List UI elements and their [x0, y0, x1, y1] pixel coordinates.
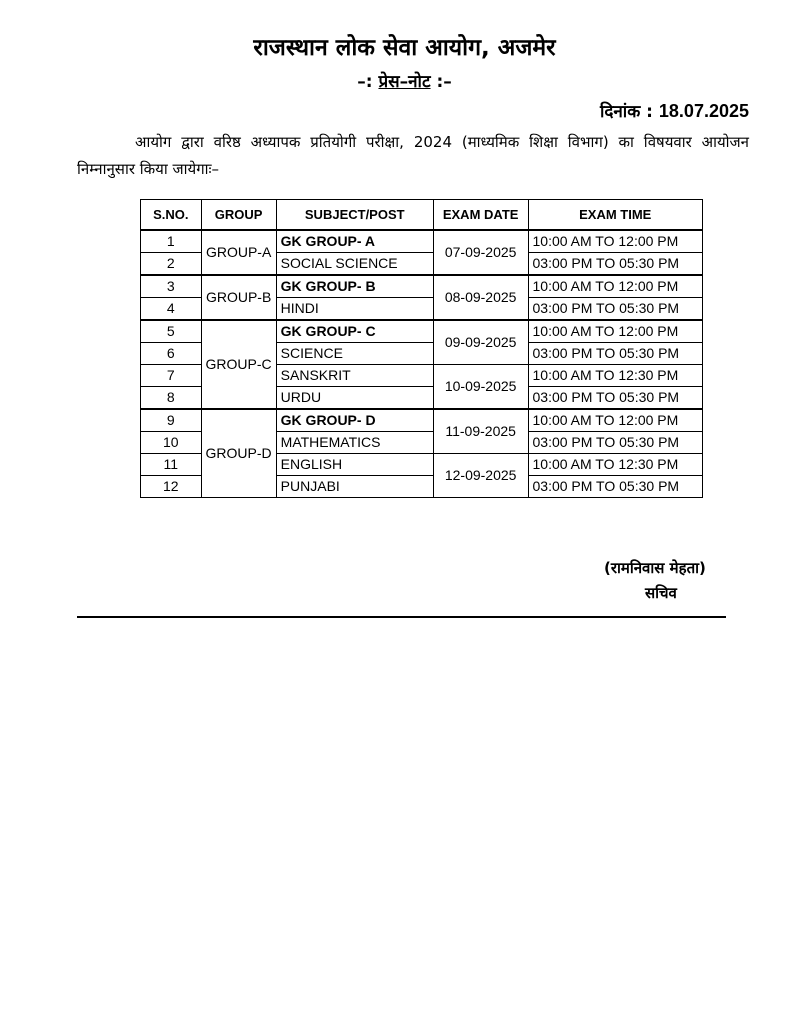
sno-cell: 9: [141, 409, 202, 432]
group-cell: GROUP-A: [201, 230, 276, 275]
subject-cell: SANSKRIT: [276, 365, 433, 387]
header-group: GROUP: [201, 200, 276, 231]
header-exam-time: EXAM TIME: [528, 200, 703, 231]
table-row: [141, 409, 703, 432]
date-line: [600, 99, 749, 122]
time-cell: 10:00 AM TO 12:30 PM: [528, 365, 703, 387]
group-cell: GROUP-D: [201, 409, 276, 498]
header-sno: S.NO.: [141, 200, 202, 231]
time-cell: 03:00 PM TO 05:30 PM: [528, 476, 703, 498]
date-cell: 09-09-2025: [433, 320, 528, 365]
date-cell: 10-09-2025: [433, 365, 528, 410]
group-cell: GROUP-B: [201, 275, 276, 320]
subject-cell: SOCIAL SCIENCE: [276, 253, 433, 276]
subject-cell: GK GROUP- C: [276, 320, 433, 343]
subject-cell: SCIENCE: [276, 343, 433, 365]
subject-cell: URDU: [276, 387, 433, 410]
date-cell: 07-09-2025: [433, 230, 528, 275]
sno-cell: 10: [141, 432, 202, 454]
page-title: राजस्थान लोक सेवा आयोग, अजमेर: [253, 35, 556, 61]
date-value: 18.07.2025: [658, 101, 749, 121]
time-cell: 10:00 AM TO 12:30 PM: [528, 454, 703, 476]
exam-schedule-table: [140, 199, 703, 498]
header-exam-date: EXAM DATE: [433, 200, 528, 231]
sno-cell: 1: [141, 230, 202, 253]
time-cell: 03:00 PM TO 05:30 PM: [528, 432, 703, 454]
signatory-name: (रामनिवास मेहता): [604, 559, 706, 577]
press-note-prefix: –:: [357, 72, 379, 92]
time-cell: 10:00 AM TO 12:00 PM: [528, 409, 703, 432]
press-note-label: प्रेस–नोट: [378, 72, 431, 92]
date-label: दिनांक :: [599, 102, 659, 122]
subject-cell: GK GROUP- B: [276, 275, 433, 298]
time-cell: 03:00 PM TO 05:30 PM: [528, 387, 703, 410]
table-header-row: [141, 200, 703, 231]
subject-cell: GK GROUP- A: [276, 230, 433, 253]
press-note-heading: [0, 69, 809, 92]
sno-cell: 7: [141, 365, 202, 387]
bottom-divider: [77, 616, 726, 618]
subject-cell: MATHEMATICS: [276, 432, 433, 454]
date-cell: 08-09-2025: [433, 275, 528, 320]
sno-cell: 2: [141, 253, 202, 276]
date-cell: 11-09-2025: [433, 409, 528, 454]
time-cell: 10:00 AM TO 12:00 PM: [528, 320, 703, 343]
header-subject: SUBJECT/POST: [276, 200, 433, 231]
subject-cell: PUNJABI: [276, 476, 433, 498]
sno-cell: 8: [141, 387, 202, 410]
subject-cell: ENGLISH: [276, 454, 433, 476]
press-note-suffix: :–: [430, 72, 452, 92]
subject-cell: HINDI: [276, 298, 433, 321]
time-cell: 03:00 PM TO 05:30 PM: [528, 253, 703, 276]
time-cell: 10:00 AM TO 12:00 PM: [528, 275, 703, 298]
time-cell: 03:00 PM TO 05:30 PM: [528, 298, 703, 321]
intro-paragraph: आयोग द्वारा वरिष्ठ अध्यापक प्रतियोगी परीक्षा, 2024 (माध्यमिक शिक्षा विभाग) का विषयवार आयोजन निम्नानुसार किया जायेगाः–: [77, 133, 749, 178]
date-cell: 12-09-2025: [433, 454, 528, 498]
sno-cell: 11: [141, 454, 202, 476]
table-row: [141, 275, 703, 298]
subject-cell: GK GROUP- D: [276, 409, 433, 432]
signatory-designation: सचिव: [645, 584, 677, 602]
sno-cell: 4: [141, 298, 202, 321]
time-cell: 03:00 PM TO 05:30 PM: [528, 343, 703, 365]
table-row: [141, 320, 703, 343]
time-cell: 10:00 AM TO 12:00 PM: [528, 230, 703, 253]
sno-cell: 6: [141, 343, 202, 365]
sno-cell: 3: [141, 275, 202, 298]
table-row: [141, 230, 703, 253]
sno-cell: 12: [141, 476, 202, 498]
sno-cell: 5: [141, 320, 202, 343]
group-cell: GROUP-C: [201, 320, 276, 409]
